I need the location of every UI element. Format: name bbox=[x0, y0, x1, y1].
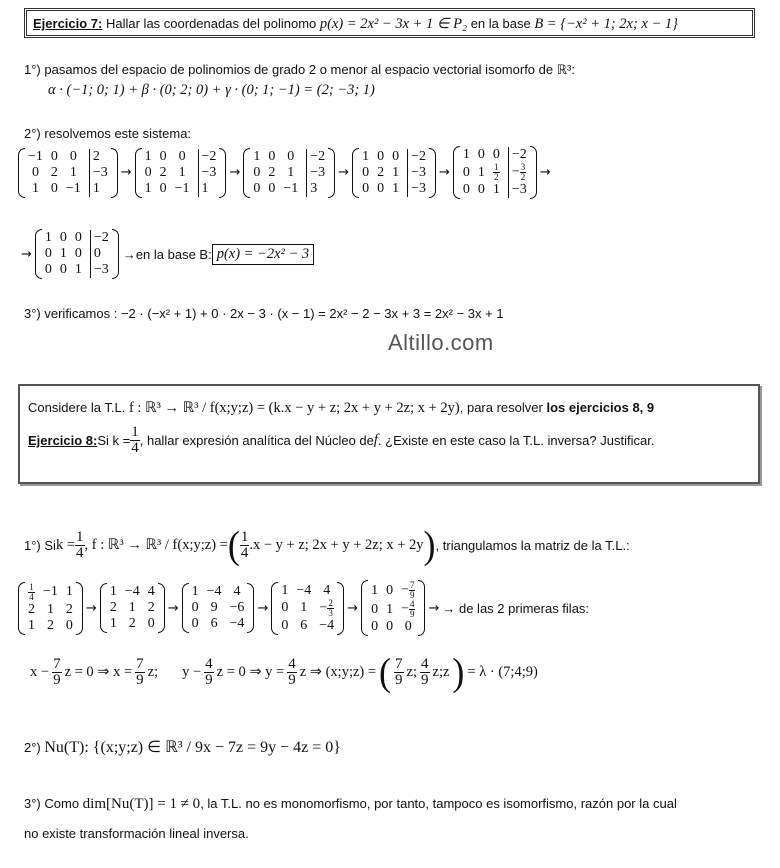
matrix-cell: −2 bbox=[198, 149, 217, 165]
ej8-step2: 2°) Nu(T): {(x;y;z) ∈ ℝ³ / 9x − 7z = 9y − 4z = 0} bbox=[24, 739, 341, 756]
matrix-cell: −2 bbox=[306, 149, 325, 165]
matrix-cell: 4 bbox=[233, 584, 241, 599]
watermark: Altillo.com bbox=[388, 330, 494, 355]
matrix-cell: 0 bbox=[50, 180, 58, 196]
matrix-cell: 1 bbox=[31, 180, 39, 196]
matrix-cell: 1 bbox=[178, 164, 186, 180]
matrix-cell: 0 bbox=[50, 148, 58, 164]
matrix-cell: 0 bbox=[386, 619, 394, 634]
ej8-statement-box bbox=[18, 384, 760, 484]
ej7-matrix-4 bbox=[352, 148, 436, 198]
matrix-cell: 2 bbox=[268, 164, 276, 180]
matrix-cell: 0 bbox=[392, 148, 400, 164]
matrix-cell: 0 bbox=[147, 616, 155, 631]
ej7-step1-equation: α · (−1; 0; 1) + β · (0; 2; 0) + γ · (0; 1; −1) = (2; −3; 1) bbox=[48, 82, 375, 98]
matrix-cell: 9 bbox=[210, 600, 218, 615]
matrix-cell: 0 bbox=[268, 148, 276, 164]
matrix-cell: −1 bbox=[65, 180, 81, 196]
ej7-label: Ejercicio 7: bbox=[33, 16, 103, 31]
matrix-cell: 1 bbox=[65, 584, 73, 599]
matrix-cell: 0 bbox=[191, 616, 199, 631]
matrix-cell: 0 bbox=[178, 148, 186, 164]
ej8-step3: 3°) Como dim[Nu(T)] = 1 ≠ 0, la T.L. no es monomorfismo, por tanto, tampoco es isomorfismo, razón por la cual bbox=[24, 796, 677, 812]
ej7-matrix-5: 1 0 0 −2 0 1 $\frac{1}{2}$ − $\frac{3}{2}$ 0 0 1 −3 bbox=[453, 146, 537, 199]
matrix-cell: 0 bbox=[362, 180, 370, 196]
ej7-step3-text: 3°) verificamos : −2 · (−x² + 1) + 0 · 2x − 3 · (x − 1) = 2x² − 2 − 3x + 3 = 2x² − 3x + 1 bbox=[24, 306, 504, 321]
matrix-cell: 0 bbox=[371, 619, 379, 634]
ej8-matrix-4 bbox=[271, 582, 344, 635]
matrix-cell: 1 bbox=[191, 584, 199, 599]
matrix-cell: −3 bbox=[198, 165, 217, 181]
matrix-cell: 2 bbox=[128, 616, 136, 631]
matrix-cell: −3 bbox=[90, 262, 109, 278]
matrix-cell: 2 bbox=[159, 164, 167, 180]
matrix-cell: 1 bbox=[109, 616, 117, 631]
tl-definition: f : ℝ³ → ℝ³ / f(x;y;z) = (k.x − y + z; 2x + y + 2z; x + 2y) bbox=[128, 400, 460, 416]
matrix-cell: −3 bbox=[89, 165, 108, 181]
ej8b: , hallar expresión analítica del Núcleo de bbox=[139, 433, 374, 448]
matrix-cell: −4 bbox=[124, 584, 140, 599]
ej8c: . ¿Existe en este caso la T.L. inversa? Justificar. bbox=[377, 433, 655, 448]
matrix-cell: − $\frac{2}{3}$ bbox=[319, 597, 333, 618]
matrix-cell: 1 bbox=[59, 246, 67, 261]
ej7-text2: en la base bbox=[467, 16, 535, 31]
matrix-cell: −4 bbox=[206, 584, 222, 599]
ej8a: Si k = bbox=[97, 433, 131, 448]
kernel-expression: Nu(T): {(x;y;z) ∈ ℝ³ / 9x − 7z = 9y − 4z = 0} bbox=[44, 739, 341, 756]
matrix-cell: 2 bbox=[65, 601, 73, 617]
matrix-cell: 0 bbox=[377, 148, 385, 164]
ej7-matrix-chain: −1 0 0 2 0 2 1 −3 1 0 −1 1 → 1 0 0 −2 0 2 1 −3 1 0 −1 1 → 1 0 0 −2 0 2 1 −3 0 0 −1 3 → 1 0 0 −2 0 2 1 −3 0 0 1 −3 → 1 0 0 −2 0 1 $\frac{1}{2}$ − $\frac{3}{2}$ 0 0 1 −3 → bbox=[18, 146, 554, 199]
matrix-cell: 0 bbox=[90, 246, 101, 262]
matrix-cell: 6 bbox=[210, 616, 218, 631]
matrix-cell: 0 bbox=[159, 180, 167, 196]
matrix-cell: 0 bbox=[59, 262, 67, 277]
matrix-cell: 1 bbox=[281, 582, 289, 598]
ej7-step1-text: 1°) pasamos del espacio de polinomios de grado 2 o menor al espacio vectorial isomorfo de ℝ³: bbox=[24, 62, 575, 77]
matrix-cell: 2 bbox=[89, 149, 100, 165]
ej8-matrix-chain: $\frac{1}{4}$ −1 1 2 1 2 1 2 0 → 1 −4 4 2 1 2 1 2 0 → 1 −4 4 0 9 −6 0 6 −4 → 1 −4 4 0 1 − $\frac{2}{3}$ 0 6 −4 → 1 0 − $\frac{7}{9}$ 0 1 − $\frac{4}{9}$ 0 0 0 → → de las 2 primeras filas: bbox=[18, 580, 589, 636]
ej8-step1: 1°) Si k = $\frac{1}{4}$ , f : ℝ³ → ℝ³ / f(x;y;z) = ( $\frac{1}{4}$ .x − y + z; 2x + y + 2z; x + 2y ) , triangulamos la matriz de la T.L.: bbox=[24, 523, 630, 567]
matrix-cell: 1 bbox=[46, 601, 54, 617]
matrix-cell: 0 bbox=[159, 148, 167, 164]
ej8-matrix-3 bbox=[182, 583, 255, 633]
matrix-cell: −3 bbox=[407, 165, 426, 181]
ej7-matrix-3 bbox=[243, 148, 335, 198]
matrix-cell: −1 bbox=[28, 148, 43, 164]
matrix-cell: 1 bbox=[128, 600, 136, 615]
matrix-cell: 0 bbox=[281, 617, 289, 633]
matrix-cell: 1 bbox=[89, 181, 100, 197]
matrix-cell: 0 bbox=[74, 246, 82, 261]
matrix-cell: 0 bbox=[268, 180, 276, 196]
matrix-cell: −1 bbox=[174, 180, 190, 196]
matrix-cell: 0 bbox=[74, 230, 82, 245]
matrix-cell: 0 bbox=[44, 246, 52, 261]
ej7-matrix-final bbox=[35, 229, 119, 279]
matrix-cell: 0 bbox=[144, 164, 152, 180]
matrix-cell: 0 bbox=[253, 164, 261, 180]
matrix-cell: 0 bbox=[253, 180, 261, 196]
matrix-cell: 0 bbox=[386, 582, 394, 598]
matrix-cell: 1 bbox=[392, 180, 400, 196]
matrix-cell: 1 bbox=[371, 582, 379, 598]
matrix-cell: 0 bbox=[362, 164, 370, 180]
matrix-cell: −4 bbox=[296, 582, 312, 598]
box-line1a: Considere la T.L. bbox=[28, 400, 129, 415]
matrix-cell: −3 bbox=[407, 181, 426, 197]
matrix-cell: 2 bbox=[147, 600, 155, 615]
matrix-cell: 1 bbox=[144, 148, 152, 164]
ej8-matrix-2 bbox=[100, 583, 165, 633]
matrix-cell: 0 bbox=[44, 262, 52, 277]
matrix-cell: 0 bbox=[31, 164, 39, 180]
matrix-cell: 0 bbox=[404, 619, 412, 634]
matrix-cell: −2 bbox=[90, 230, 109, 246]
matrix-cell: 0 bbox=[377, 180, 385, 196]
matrix-cell: 2 bbox=[377, 164, 385, 180]
matrix-cell: 3 bbox=[306, 181, 317, 197]
dim-expression: dim[Nu(T)] = 1 ≠ 0 bbox=[82, 796, 201, 812]
box-line1c: los ejercicios 8, 9 bbox=[546, 400, 655, 415]
matrix-cell: 0 bbox=[59, 230, 67, 245]
matrix-cell: −3 bbox=[306, 165, 325, 181]
matrix-cell: 1 bbox=[198, 181, 209, 197]
ej8-matrix-5 bbox=[361, 580, 425, 636]
matrix-cell: 1 bbox=[144, 180, 152, 196]
ej7-base: B = {−x² + 1; 2x; x − 1} bbox=[534, 16, 678, 32]
matrix-cell: −2 bbox=[407, 149, 426, 165]
matrix-cell: −4 bbox=[319, 617, 335, 633]
ej7-matrix-1 bbox=[18, 148, 118, 198]
ej8-f: f bbox=[373, 432, 378, 448]
matrix-cell: $\frac{1}{4}$ bbox=[29, 581, 34, 602]
matrix-cell: 2 bbox=[109, 600, 117, 615]
matrix-cell: 0 bbox=[281, 600, 289, 615]
matrix-cell: 1 bbox=[69, 164, 77, 180]
matrix-cell: 2 bbox=[50, 164, 58, 180]
matrix-cell: 1 bbox=[300, 600, 308, 615]
matrix-cell: 1 bbox=[362, 148, 370, 164]
matrix-cell: 1 bbox=[74, 262, 82, 277]
matrix-cell: −1 bbox=[283, 180, 299, 196]
ej8-solution: x − $\frac{7}{9}$ z = 0 ⇒ x = $\frac{7}{9}$ z; y − $\frac{4}{9}$ z = 0 ⇒ y = $\frac{4}{9}$ z ⇒ (x;y;z) = ( $\frac{7}{9}$ z; $\frac{4}{9}$ z;z ) = λ · (7;4;9) bbox=[30, 650, 538, 694]
two-rows-text: → de las 2 primeras filas: bbox=[442, 600, 590, 616]
matrix-cell: 2 bbox=[28, 601, 35, 617]
matrix-cell: 1 bbox=[392, 164, 400, 180]
matrix-cell: 0 bbox=[287, 148, 295, 164]
matrix-cell: 2 bbox=[46, 617, 54, 633]
matrix-cell: − $\frac{7}{9}$ bbox=[401, 580, 415, 600]
matrix-cell: 1 bbox=[386, 601, 394, 617]
ej7-result: p(x) = −2x² − 3 bbox=[212, 244, 314, 265]
ej7-matrix-2 bbox=[135, 148, 227, 198]
k-fraction: $\frac{1}{4}$ bbox=[131, 424, 139, 456]
matrix-cell: 0 bbox=[371, 601, 379, 617]
ej7-statement-box bbox=[24, 8, 755, 38]
matrix-cell: 1 bbox=[287, 164, 295, 180]
ej8-matrix-1 bbox=[18, 582, 83, 635]
ej7-en-base: →en la base B: bbox=[122, 246, 212, 262]
matrix-cell: 1 bbox=[44, 230, 52, 245]
matrix-cell: 4 bbox=[323, 582, 331, 598]
ej7-step2-text: 2°) resolvemos este sistema: bbox=[24, 126, 192, 141]
matrix-cell: 6 bbox=[300, 617, 308, 633]
ej7-text: Hallar las coordenadas del polinomo bbox=[102, 16, 320, 31]
matrix-cell: 0 bbox=[65, 617, 73, 633]
ej7-final-row: → 1 0 0 −2 0 1 0 0 0 0 1 −3 →en la base B: p(x) = −2x² − 3 bbox=[18, 229, 314, 279]
ej8-label: Ejercicio 8: bbox=[28, 433, 98, 448]
matrix-cell: 4 bbox=[147, 584, 155, 599]
matrix-cell: 0 bbox=[69, 148, 77, 164]
matrix-cell: −6 bbox=[229, 600, 245, 615]
matrix-cell: 0 bbox=[191, 600, 199, 615]
box-line1b: , para resolver bbox=[459, 400, 547, 415]
matrix-cell: −4 bbox=[229, 616, 245, 631]
matrix-cell: 1 bbox=[253, 148, 261, 164]
matrix-cell: 1 bbox=[109, 584, 117, 599]
matrix-cell: 1 bbox=[28, 617, 35, 633]
matrix-cell: − $\frac{4}{9}$ bbox=[401, 599, 415, 619]
ej8-step3-line2: no existe transformación lineal inversa. bbox=[24, 826, 249, 841]
ej7-polynomial: p(x) = 2x² − 3x + 1 ∈ P₂ bbox=[319, 16, 468, 32]
matrix-cell: −1 bbox=[43, 584, 58, 599]
